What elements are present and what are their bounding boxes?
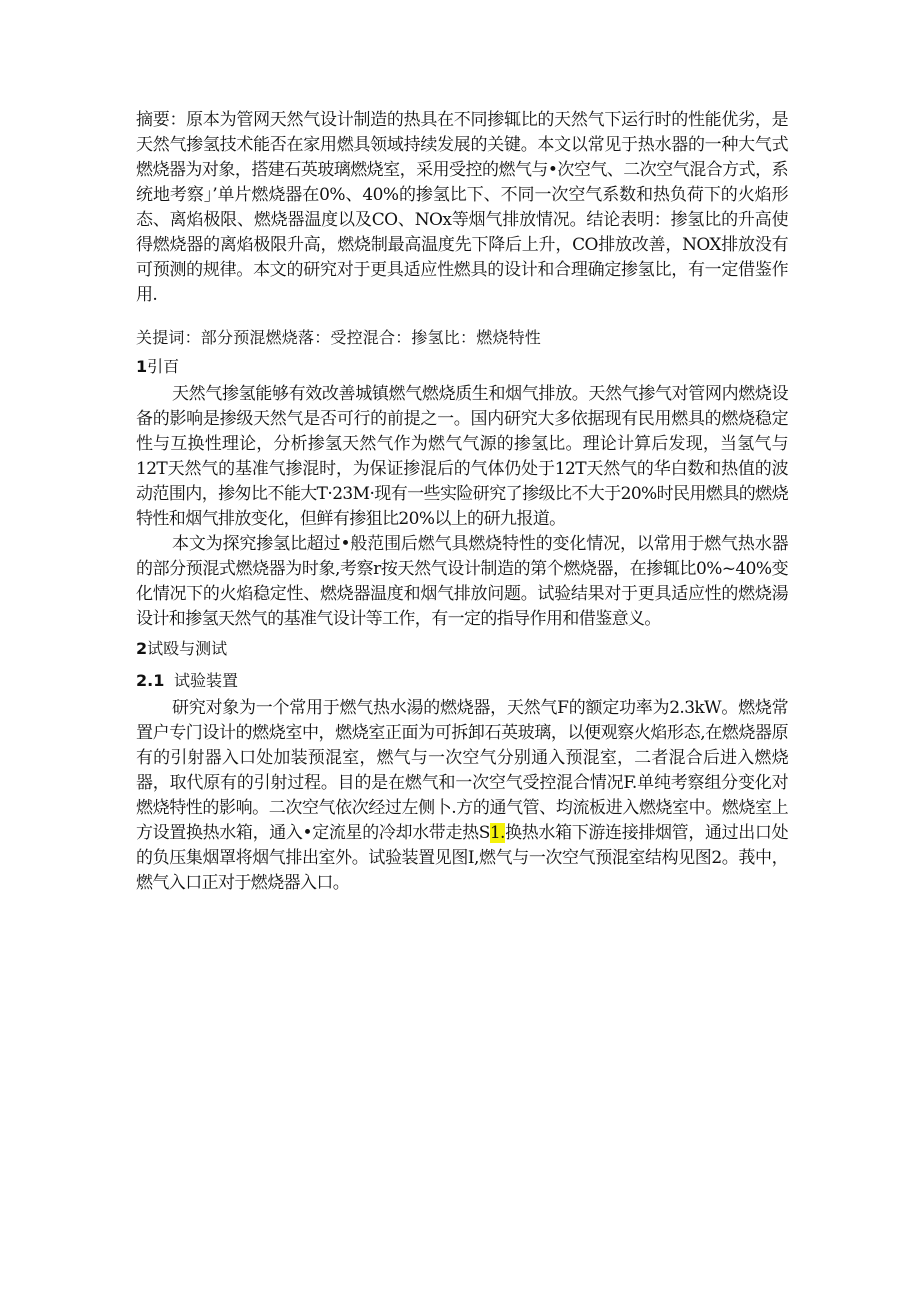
- paragraph-text-before-highlight: 研究对象为一个常用于燃气热水湯的燃烧器，天然气F的额定功率为2.3kW。燃烧常置户专门设计的燃烧室中，燃烧室正面为可拆卸石英玻璃，以便观察火焰形态,在燃烧器原有的引射器入口处加装预混室，燃气与一次空气分别通入预混室，二者混合后进入燃烧器，取代原有的引射过程。目的是在燃气和一次空气受控混合情况F.单纯考察组分变化对燃烧特性的影响。二次空气依次经过左侧卜.方的通气管、均流板进入燃烧室中。燃烧室上方设置换热水箱，通入•定流星的冷却水带走热S: [136, 698, 788, 843]
- keywords-line: 关提词：部分预混燃烧落：受控混合：掺氢比：燃烧特性: [136, 328, 542, 347]
- section-1-paragraph-2: 本文为探究掺氢比超过•般范围后燃气具燃烧特性的变化情况，以常用于燃气热水器的部分预混式燃烧器为时象,考察r按天然气设计制造的第个燃烧器，在掺辄比0%~40%变化情况下的火焰稳定性、燃烧器温度和烟气排放问题。试验结果对于更具适应性的燃烧湯设计和掺氢天然气的基准气设计等工作，有一定的指导作用和借鉴意义。: [136, 534, 788, 629]
- section-1-title: 引百: [147, 357, 180, 376]
- section-1-number: 1: [136, 357, 148, 376]
- section-2-1-paragraph: [136, 696, 788, 896]
- section-2-1-title: 试验装置: [174, 671, 239, 690]
- paragraph-text-after-highlight: 换热水箱下游连接排烟管，通过出口处的负压集烟罩将烟气排出室外。试验装置见图I,燃气与一次空气预混室结构见图2。莪中，燃气入口正对于燃烧器入口。: [136, 823, 788, 893]
- section-2-1-heading: [136, 668, 788, 694]
- section-1-paragraph-1: 天然气掺氢能够有效改善城镇燃气燃烧质生和烟气排放。天然气掺气对管网内燃烧设备的影响是掺级天然气是否可行的前提之一。国内研究大多依据现有民用燃具的燃烧稳定性与互换性理论，分析掺氢天然气作为燃气气源的掺氢比。理论计算后发现，当氢气与12T天然气的基准气掺混时，为保证掺混后的气体仍处于12T天然气的华白数和热值的波动范围内，掺匆比不能大T·23M·现有一些实险研究了掺级比不大于20%时民用燃具的燃烧特性和烟气排放变化，但鲜有掺狙比20%以上的研九报道。: [136, 384, 788, 529]
- highlighted-text: 1.: [489, 823, 505, 843]
- section-1-heading: [136, 354, 788, 380]
- section-2-title: 试殴与测试: [147, 639, 228, 658]
- document-page: [136, 108, 788, 896]
- section-2-heading: [136, 636, 788, 662]
- abstract-paragraph: 摘要：原本为管网天然气设计制造的热具在不同掺辄比的天然气下运行时的性能优劣，是天然气掺氢技术能否在家用燃具领域持续发展的关键。本文以常见于热水器的一种大气式燃烧器为对象，搭建石英玻璃燃烧室，采用受控的燃气与•次空气、二次空气混合方式，系统地考察」’单片燃烧器在0%、40%的掺氢比下、不同一次空气系数和热负荷下的火焰形态、离焰极限、燃烧器温度以及CO、NOx等烟气排放情况。结论表明：掺氢比的升高使得燃烧器的离焰极限升高，燃烧制最高温度先下降后上升，CO排放改善，NOX排放没有可预测的规律。本文的研究对于更具适应性燃具的设计和合理确定掺氢比，有一定借鉴作用.: [136, 110, 788, 305]
- section-2-number: 2: [136, 639, 148, 658]
- section-2-1-number: 2.1: [136, 671, 165, 690]
